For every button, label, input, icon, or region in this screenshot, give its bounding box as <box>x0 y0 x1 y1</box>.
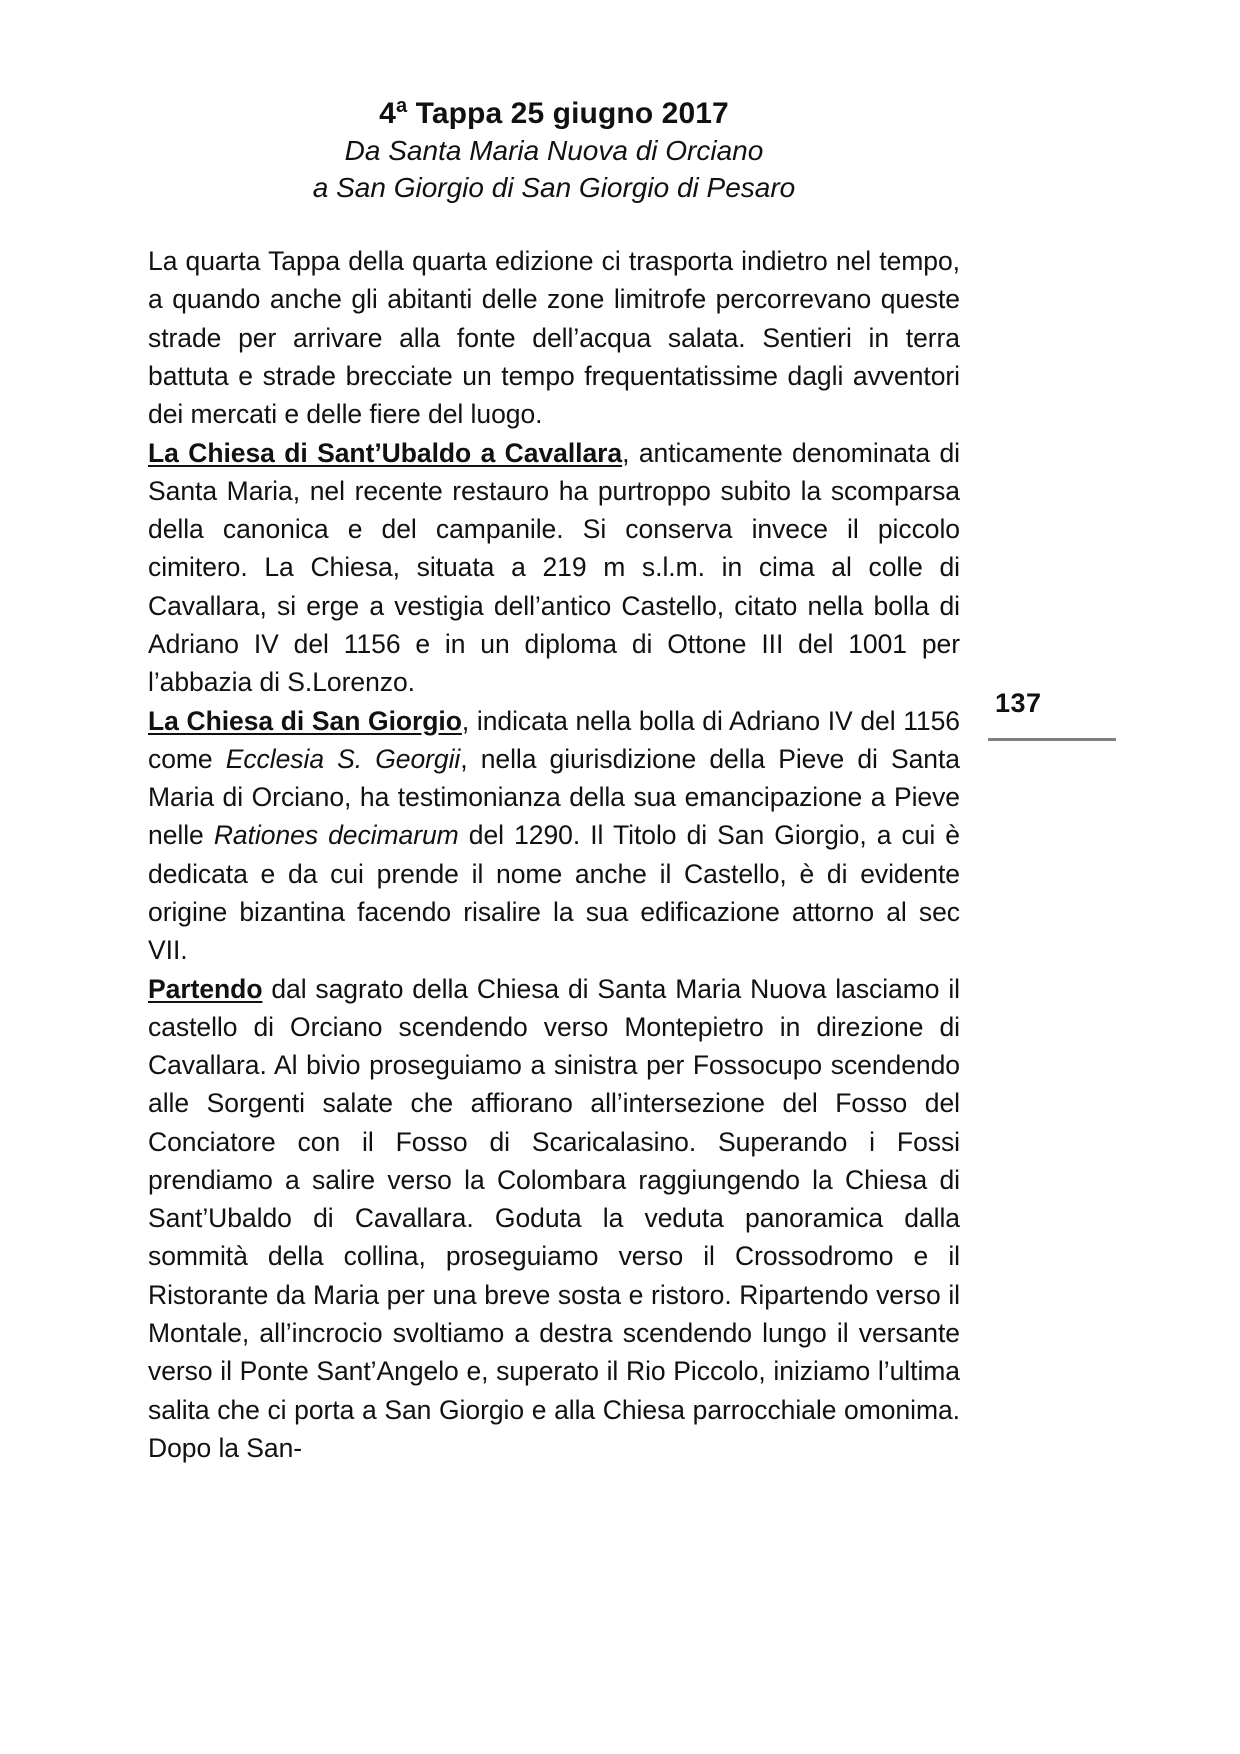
paragraph-santubaldo <box>148 434 960 702</box>
page-title <box>148 95 960 133</box>
title-stage-number: 4 <box>379 97 396 130</box>
title-block <box>148 95 960 206</box>
paragraph-sangiorgio-text-a: , indicata nella bolla di Adriano IV del 1156 come <box>148 705 960 774</box>
page-number-rule <box>988 738 1116 741</box>
heading-chiesa-sangiorgio: La Chiesa di San Giorgio <box>148 705 462 736</box>
heading-chiesa-santubaldo: La Chiesa di Sant’Ubaldo a Cavallara <box>148 437 623 468</box>
heading-partendo: Partendo <box>148 973 263 1004</box>
paragraph-santubaldo-text: , anticamente denominata di Santa Maria, nel recente restauro ha purtroppo subito la scomparsa della canonica e del campanile. Si conserva invece il piccolo cimitero. La Chiesa, situata a 219 m s.l.m. in cima al colle di Cavallara, si erge a vestigia dell’antico Castello, citato nella bolla di Adriano IV del 1156 e in un diploma di Ottone III del 1001 per l’abbazia di S.Lorenzo. <box>148 437 960 698</box>
page-content <box>148 95 960 1467</box>
latin-phrase-rationes: Rationes decimarum <box>213 820 459 851</box>
paragraph-sangiorgio-text-b: , nella giurisdizione della Pieve di Santa Maria di Orciano, ha testimonianza della sua emancipazione a Pieve nelle <box>148 743 960 851</box>
paragraph-sangiorgio <box>148 702 960 970</box>
title-ordinal-suffix: a <box>395 95 408 117</box>
paragraph-intro-text: La quarta Tappa della quarta edizione ci trasporta indietro nel tempo, a quando anche gli abitanti delle zone limitrofe percorrevano queste strade per arrivare alla fonte dell’acqua salata. Sentieri in terra battuta e strade brecciate un tempo frequentatissime dagli avventori dei mercati e delle fiere del luogo. <box>148 246 960 430</box>
body-text <box>148 242 960 1467</box>
title-main-rest: Tappa 25 giugno 2017 <box>407 97 729 130</box>
page-number-container <box>995 688 1115 719</box>
page-subtitle-line-2: a San Giorgio di San Giorgio di Pesaro <box>312 171 796 203</box>
latin-phrase-ecclesia: Ecclesia S. Georgii <box>225 743 461 774</box>
paragraph-partendo-text: dal sagrato della Chiesa di Santa Maria Nuova lasciamo il castello di Orciano scendendo verso Montepietro in direzione di Cavallara. Al bivio proseguiamo a sinistra per Fossocupo scendendo alle Sorgenti salate che affiorano all’intersezione del Fosso del Conciatore con il Fosso di Scaricalasino. Superando i Fossi prendiamo a salire verso la Colombara raggiungendo la Chiesa di Sant’Ubaldo di Cavallara. Goduta la veduta panoramica dalla sommità della collina, proseguiamo verso il Crossodromo e il Ristorante da Maria per una breve sosta e ristoro. Ripartendo verso il Montale, all’incrocio svoltiamo a destra scendendo lungo il versante verso il Ponte Sant’Angelo e, superato il Rio Piccolo, iniziamo l’ultima salita che ci porta a San Giorgio e alla Chiesa parrocchiale omonima. Dopo la San- <box>148 973 960 1463</box>
page-number: 137 <box>995 688 1042 718</box>
page-subtitle-line-1: Da Santa Maria Nuova di Orciano <box>344 135 764 167</box>
paragraph-intro <box>148 242 960 433</box>
paragraph-partendo <box>148 970 960 1468</box>
paragraph-sangiorgio-text-c: del 1290. Il Titolo di San Giorgio, a cui è dedicata e da cui prende il nome anche il Castello, è di evidente origine bizantina facendo risalire la sua edificazione attorno al sec VII. <box>148 820 960 966</box>
